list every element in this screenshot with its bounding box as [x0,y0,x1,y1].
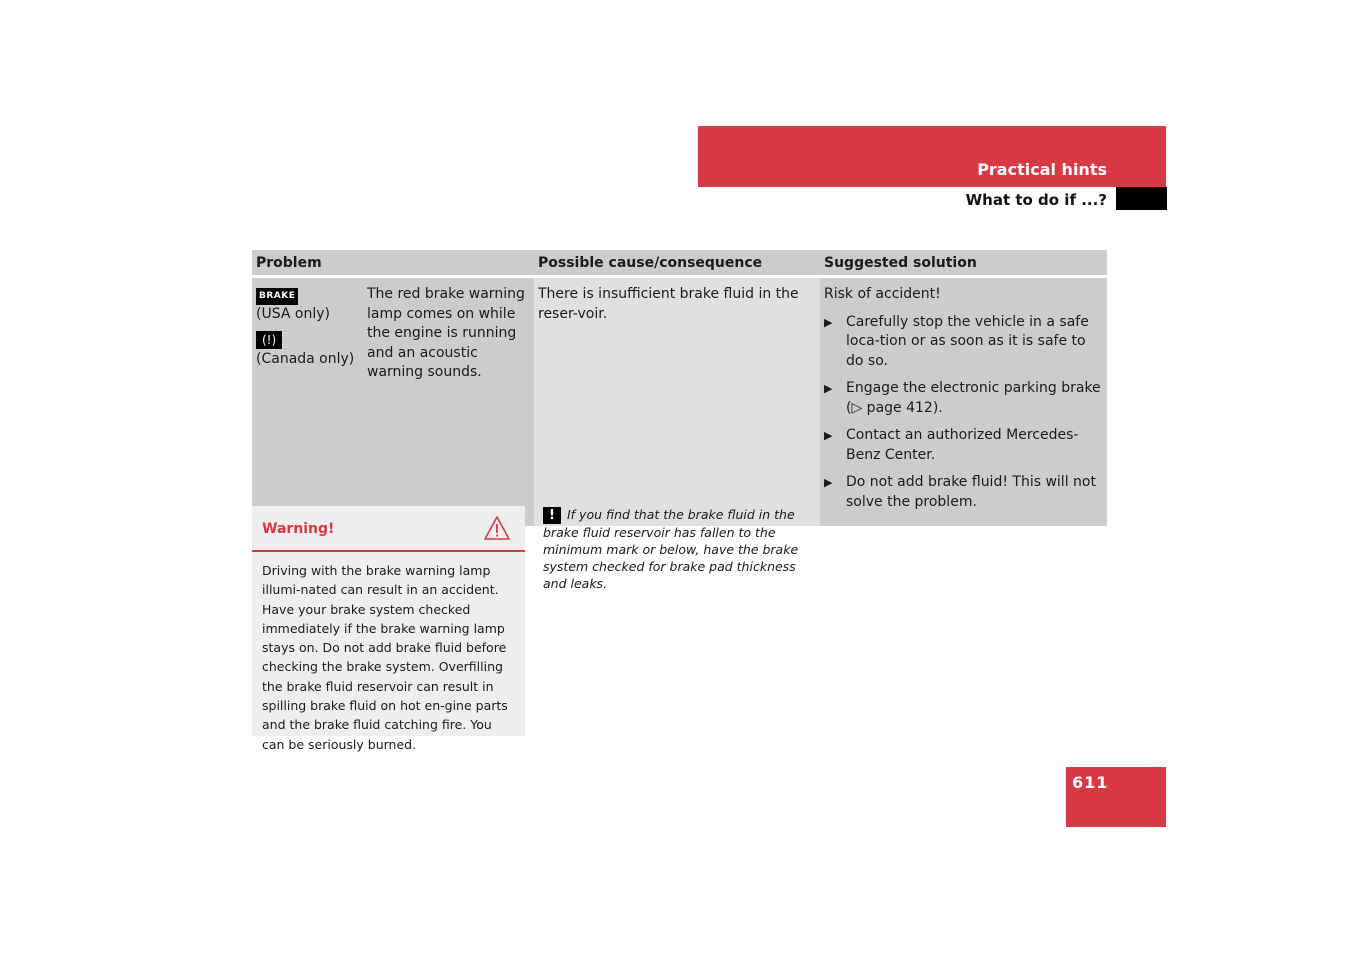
problem-description: The red brake warning lamp comes on while the engine is running and an acoustic warning sounds. [367,286,525,380]
troubleshooting-table [252,250,1107,526]
section-title: Practical hints [977,160,1107,179]
column-header-problem: Problem [252,250,534,277]
bullet-arrow-icon: ▶ [824,476,833,489]
warning-title: Warning! [262,521,335,537]
column-header-solution: Suggested solution [820,250,1107,277]
solution-step: Carefully stop the vehicle in a safe loca-tion or as soon as it is safe to do so. [846,313,1089,369]
note-block [543,506,823,592]
solution-intro: Risk of accident! [824,286,941,302]
bullet-arrow-icon: ▶ [824,315,833,329]
table-row [252,277,1107,527]
list-item [824,473,1103,512]
solution-step: Do not add brake fluid! This will not solve the problem. [846,474,1096,510]
list-item [824,379,1103,418]
canada-brake-warning-icon: (!) [256,331,282,349]
warning-triangle-icon [483,514,511,542]
solution-step: Contact an authorized Mercedes-Benz Center. [846,427,1079,463]
bullet-arrow-icon: ▶ [824,382,833,395]
list-item [824,426,1103,465]
warning-header [252,506,525,552]
header-tab-marker [1116,187,1167,210]
warning-box [252,506,525,752]
usa-label: (USA only) [256,306,330,322]
column-header-cause: Possible cause/consequence [534,250,820,277]
note-text: If you find that the brake fluid in the brake fluid reservoir has fallen to the minimum mark or below, have the brake system checked for brake pad thickness and leaks. [543,507,799,591]
cause-cell: There is insufficient brake fluid in the reser-voir. [534,277,820,527]
list-item [824,313,1103,372]
subsection-title: What to do if ...? [965,191,1107,209]
problem-cell [252,277,534,527]
exclamation-icon: ! [543,507,561,524]
solution-step: Engage the electronic parking brake (▷ page 412). [846,380,1101,416]
bullet-arrow-icon: ▶ [824,429,833,442]
page-number: 611 [1072,773,1109,792]
solution-cell [820,277,1107,527]
canada-label: (Canada only) [256,351,355,367]
warning-text: Driving with the brake warning lamp illumi-nated can result in an accident. Have your brake system checked immediately if the brake warning lamp stays on. Do not add brake fluid before checking the brake system. Overfilling the brake fluid reservoir can result in spilling brake fluid on hot en-gine parts and the brake fluid catching fire. You can be seriously burned. [262,563,508,752]
brake-warning-icon: BRAKE [256,288,298,305]
